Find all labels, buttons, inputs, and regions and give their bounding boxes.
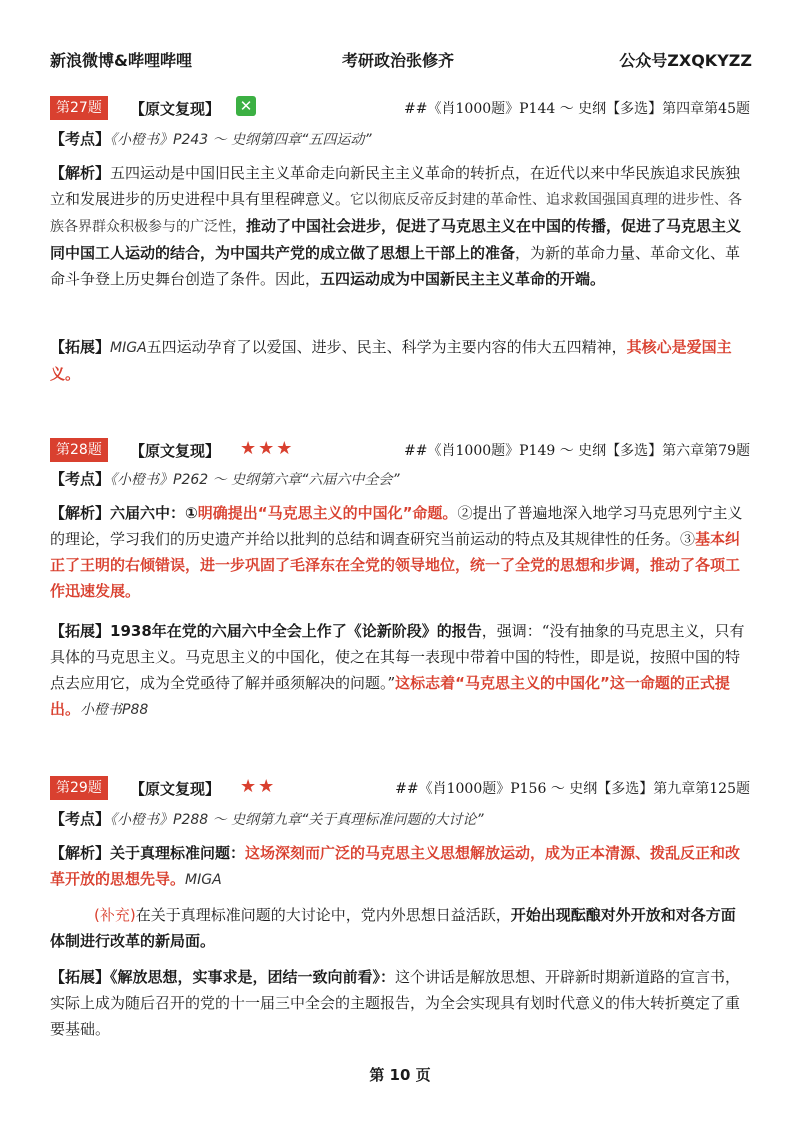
- question-reference: ##《肖1000题》P149 ～ 史纲【多选】第六章第79题: [404, 443, 750, 459]
- q28-kaodian: [50, 466, 750, 493]
- question-29-header: [50, 776, 750, 802]
- buchong-bold: 开始出现酝酿对外开放和对各方面体制进行改革的新局面。: [50, 906, 736, 950]
- question-tag: 【原文复现】: [130, 100, 221, 118]
- jiexi-text: 六届六中：①: [110, 504, 198, 522]
- jiexi-label: 【解析】: [50, 844, 111, 862]
- kaodian-text: 《小橙书》P288 ～ 史纲第九章“关于真理标准问题的大讨论”: [110, 812, 484, 828]
- question-reference: ##《肖1000题》P156 ～ 史纲【多选】第九章第125题: [395, 781, 750, 797]
- jiexi-bold: 关于真理标准问题：: [110, 844, 246, 862]
- tuozhan-text: 五四运动孕育了以爱国、进步、民主、科学为主要内容的伟大五四精神，: [146, 338, 627, 356]
- jiexi-label: 【解析】: [50, 164, 111, 182]
- tuozhan-source: MIGA: [110, 340, 147, 356]
- q28-jiexi: [50, 500, 750, 604]
- kaodian-text: 《小橙书》P243 ～ 史纲第四章“五四运动”: [110, 132, 372, 148]
- question-tag: 【原文复现】: [130, 780, 221, 798]
- jiexi-text: ②提出了普遍地深入地学习马克思列宁主义的理论，学习我们的历史遗产并给以批判的总结和调查研究当前运动的特点及其规律性的任务。③: [50, 504, 743, 548]
- q29-kaodian: [50, 806, 750, 833]
- jiexi-bold: 推动了中国社会进步，促进了马克思主义在中国的传播，促进了马克思主义同中国工人运动的结合，为中国共产党的成立做了思想上干部上的准备: [50, 217, 742, 262]
- jiexi-text: ，为新的革命力量、革命文化、革命斗争登上历史舞台创造了条件。因此，: [50, 244, 741, 288]
- q28-tuozhan: [50, 618, 750, 723]
- tuozhan-bold: 1938年在党的六届六中全会上作了《论新阶段》的报告: [110, 622, 482, 640]
- jiexi-highlight: 基本纠正了王明的右倾错误，进一步巩固了毛泽东在全党的领导地位，统一了全党的思想和步调，推动了各项工作迅速发展。: [50, 530, 741, 600]
- question-28-header: [50, 438, 750, 464]
- header-center: 考研政治张修齐: [342, 51, 455, 70]
- jiexi-text: 五四运动是中国旧民主主义革命走向新民主主义革命的转折点，在近代以来中华民族追求民族独立和发展进步的历史进程中具有里程碑意义。: [50, 164, 741, 208]
- q27-jiexi: [50, 160, 750, 292]
- tuozhan-highlight: 这标志着“马克思主义的中国化”这一命题的正式提出。: [50, 674, 730, 718]
- kaodian-label: 【考点】: [50, 810, 111, 828]
- tuozhan-text: ，强调：“没有抽象的马克思主义，只有具体的马克思主义。马克思主义的中国化，使之在其每一表现中带着中国的特性，即是说，按照中国的特点去应用它，成为全党亟待了解并亟须解决的问题。”: [50, 622, 745, 692]
- header-left: 新浪微博&哔哩哔哩: [50, 51, 192, 70]
- cross-mark-icon: ✕: [236, 96, 256, 116]
- q29-jiexi: [50, 840, 750, 893]
- tuozhan-label: 【拓展】: [50, 338, 111, 356]
- tuozhan-label: 【拓展】: [50, 968, 111, 986]
- difficulty-stars: ★★★: [240, 438, 295, 459]
- buchong-text: 在关于真理标准问题的大讨论中，党内外思想日益活跃，: [135, 906, 511, 924]
- jiexi-label: 【解析】: [50, 504, 111, 522]
- question-number: 第27题: [50, 96, 108, 120]
- question-tag: 【原文复现】: [130, 442, 221, 460]
- jiexi-bold: 五四运动成为中国新民主主义革命的开端。: [320, 270, 606, 288]
- jiexi-text: 它以彻底反帝反封建的革命性、追求救国强国真理的进步性、各族各界群众积极参与的广泛性，: [50, 192, 743, 235]
- tuozhan-bold: 《解放思想，实事求是，团结一致向前看》：: [110, 968, 396, 986]
- tuozhan-highlight: 其核心是爱国主义。: [50, 338, 732, 383]
- tuozhan-label: 【拓展】: [50, 622, 111, 640]
- q27-kaodian: [50, 126, 750, 153]
- question-number: 第28题: [50, 438, 108, 462]
- question-reference: ##《肖1000题》P144 ～ 史纲【多选】第四章第45题: [404, 101, 750, 117]
- page-number: 第 10 页: [369, 1066, 431, 1084]
- jiexi-highlight: 这场深刻而广泛的马克思主义思想解放运动，成为正本清源、拨乱反正和改革开放的思想先导。: [50, 844, 741, 888]
- header-right: 公众号ZXQKYZZ: [619, 51, 752, 70]
- tuozhan-source: 小橙书P88: [80, 702, 149, 718]
- question-number: 第29题: [50, 776, 108, 800]
- question-27-header: [50, 96, 750, 122]
- q29-tuozhan: [50, 964, 750, 1042]
- jiexi-source: MIGA: [185, 872, 222, 888]
- buchong-label: (补充): [94, 906, 136, 924]
- kaodian-text: 《小橙书》P262 ～ 史纲第六章“六届六中全会”: [110, 472, 400, 488]
- q29-buchong: [50, 902, 750, 954]
- kaodian-label: 【考点】: [50, 470, 111, 488]
- difficulty-stars: ★★: [240, 776, 277, 797]
- q27-tuozhan: [50, 334, 750, 387]
- tuozhan-text: 这个讲话是解放思想、开辟新时期新道路的宣言书，实际上成为随后召开的党的十一届三中全会的主题报告，为全会实现具有划时代意义的伟大转折奠定了重要基础。: [50, 968, 741, 1038]
- kaodian-label: 【考点】: [50, 130, 111, 148]
- jiexi-highlight: 明确提出“马克思主义的中国化”命题。: [197, 504, 458, 522]
